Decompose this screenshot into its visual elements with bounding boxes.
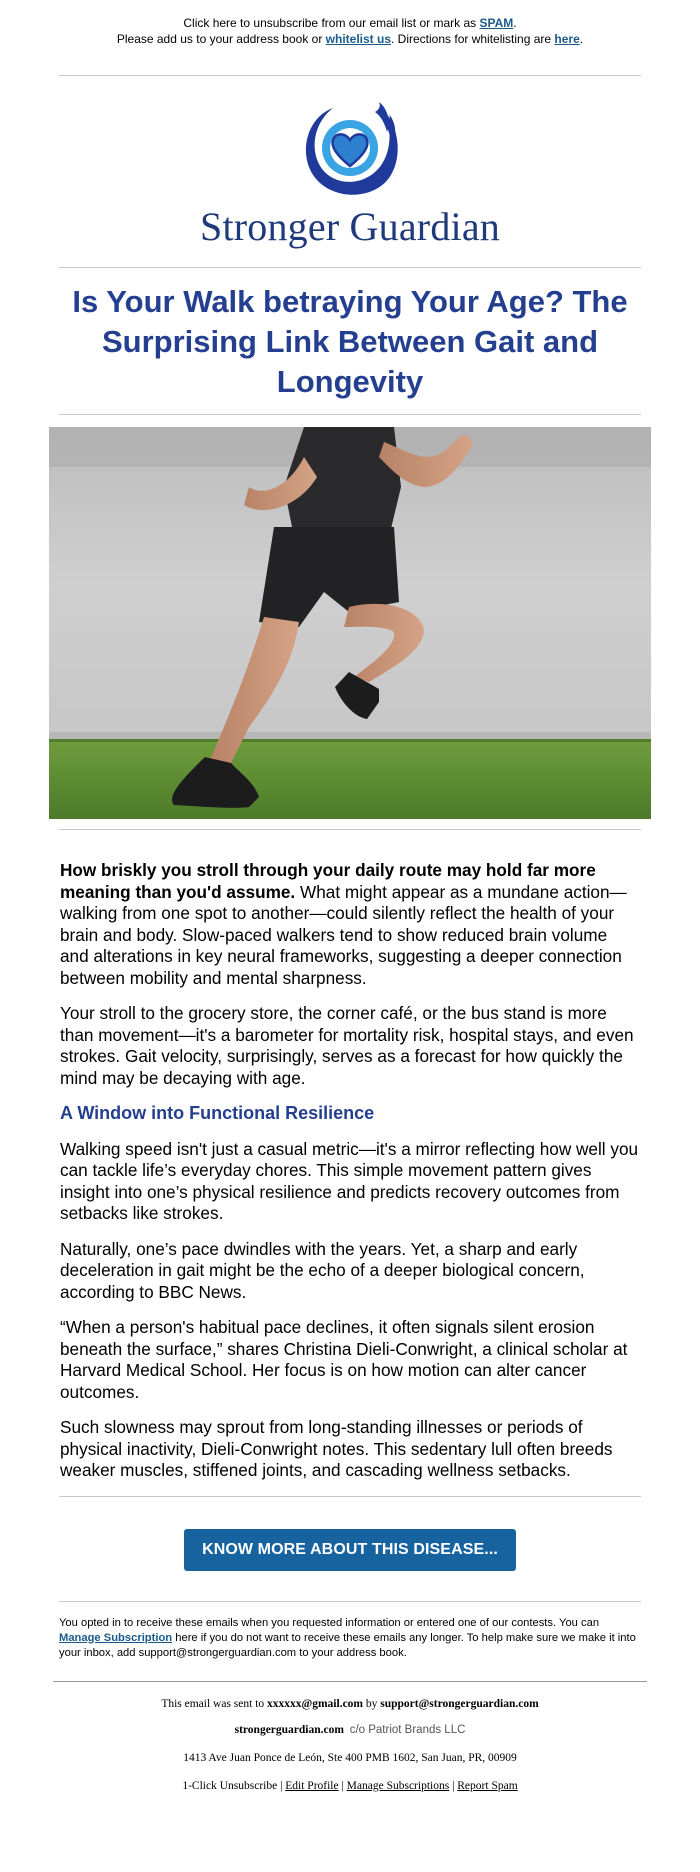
guardian-hand-heart-icon <box>295 98 405 202</box>
spam-link[interactable]: SPAM <box>479 16 514 30</box>
here-link[interactable]: here <box>554 32 580 46</box>
address-book-text: Please add us to your address book or <box>116 32 323 46</box>
paragraph: Naturally, one’s pace dwindles with the years. Yet, a sharp and early deceleration in gait might be the echo of a deeper biological concern, according to BBC News. <box>60 1238 585 1302</box>
preheader <box>0 0 700 47</box>
sent-to-line: This email was sent to xxxxxx@gmail.com by support@strongerguardian.com <box>161 1697 539 1710</box>
company-name: c/o Patriot Brands LLC <box>349 1723 466 1736</box>
paragraph: “When a person's habitual pace declines, it often signals silent erosion beneath the surface,” shares Christina Dieli-Conwright, a clinical scholar at Harvard Medical School. Her focus is on how motion can alter cancer outcomes. <box>60 1317 628 1402</box>
divider <box>59 1601 641 1602</box>
article-headline: Is Your Walk betraying Your Age? The Surprising Link Between Gait and Longevity <box>72 284 628 399</box>
cta-wrap <box>0 1529 700 1571</box>
domain: strongerguardian.com <box>234 1723 344 1736</box>
brand-name: Stronger Guardian <box>200 204 500 249</box>
divider <box>59 829 641 830</box>
manage-subscription-link[interactable]: Manage Subscription <box>59 1631 173 1644</box>
divider <box>59 267 641 268</box>
unsubscribe-text: Click here to unsubscribe from our email list or mark as <box>183 16 477 30</box>
divider <box>59 414 641 415</box>
manage-subscriptions-link[interactable]: Manage Subscriptions <box>346 1779 450 1792</box>
divider <box>59 1496 641 1497</box>
postal-address: 1413 Ave Juan Ponce de León, Ste 400 PMB 1602, San Juan, PR, 00909 <box>183 1751 517 1764</box>
company-line <box>0 1724 700 1736</box>
optin-notice: You opted in to receive these emails when you requested information or entered one of our contests. You can Manage Subscription here if you do not want to receive these emails any longer. To help make sure we make it into your inbox, add support@strongerguardian.com to your address book. <box>59 1616 636 1659</box>
paragraph: How briskly you stroll through your daily route may hold far more meaning than you'd assume. What might appear as a mundane action—walking from one spot to another—could silently reflect the health of your brain and body. Slow-paced walkers tend to show reduced brain volume and alterations in key neural frameworks, suggesting a deeper connection between mobility and mental sharpness. <box>60 860 627 988</box>
unsubscribe-line: Click here to unsubscribe from our email list or mark as SPAM. <box>183 16 517 30</box>
footer-links: 1-Click Unsubscribe | Edit Profile | Manage Subscriptions | Report Spam <box>182 1779 518 1792</box>
paragraph: Such slowness may sprout from long-standing illnesses or periods of physical inactivity, Dieli-Conwright notes. This sedentary lull often breeds weaker muscles, stiffened joints, and cascading wellness setbacks. <box>60 1417 613 1480</box>
know-more-button[interactable]: KNOW MORE ABOUT THIS DISEASE... <box>184 1529 516 1571</box>
recipient-email: xxxxxx@gmail.com <box>267 1697 364 1710</box>
report-spam-link[interactable]: Report Spam <box>457 1779 518 1792</box>
edit-profile-link[interactable]: Edit Profile <box>285 1779 339 1792</box>
paragraph: Your stroll to the grocery store, the corner café, or the bus stand is more than movement—it's a barometer for mortality risk, hospital stays, and even strokes. Gait velocity, surprisingly, serves as a forecast for how quickly the mind may be decaying with age. <box>60 1003 634 1088</box>
divider <box>59 75 641 76</box>
hero-runner-image[interactable] <box>49 427 651 819</box>
section-subhead: A Window into Functional Resilience <box>60 1103 375 1123</box>
one-click-unsubscribe-link[interactable]: 1-Click Unsubscribe <box>182 1779 278 1792</box>
sender-email: support@strongerguardian.com <box>380 1697 539 1710</box>
whitelist-link[interactable]: whitelist us <box>325 32 392 46</box>
footer <box>0 1698 700 1792</box>
whitelist-line: Please add us to your address book or whitelist us. Directions for whitelisting are here. <box>116 32 584 46</box>
lead-sentence: How briskly you stroll through your daily route may hold far more meaning than you'd assume. <box>60 860 596 902</box>
divider <box>53 1681 647 1682</box>
article-body <box>60 860 640 1482</box>
logo[interactable] <box>0 98 700 249</box>
paragraph: Walking speed isn't just a casual metric—it's a mirror reflecting how well you can tackle life’s everyday chores. This simple movement pattern gives insight into one’s physical resilience and predicts recovery outcomes from setbacks like strokes. <box>60 1138 639 1223</box>
